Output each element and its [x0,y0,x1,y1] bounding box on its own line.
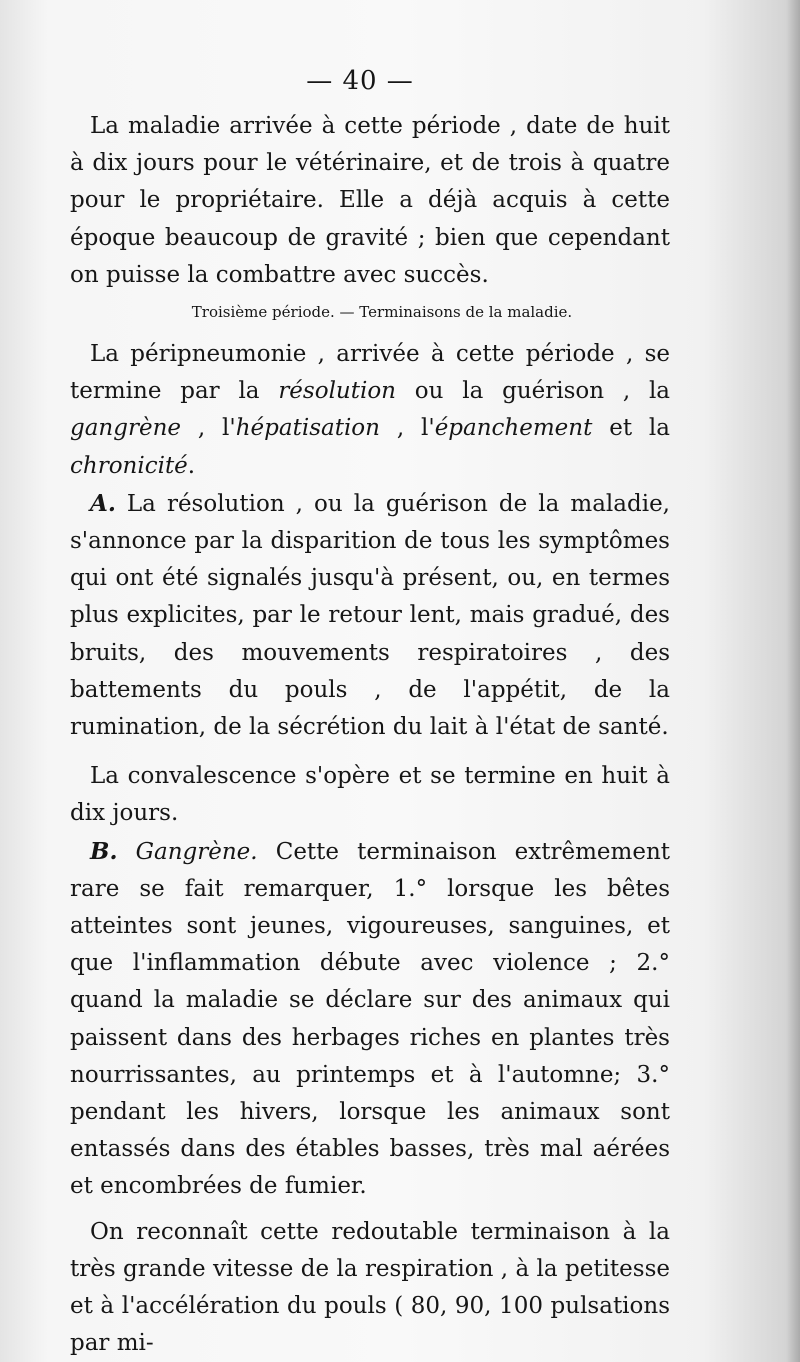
text-run: La résolution , ou la guérison de la maladie, s'annonce par la disparition de tous les symptômes qui ont été signalés jusqu'à présent, ou, en termes plus explicites, par le retour lent, mais gradué, des bruits, des mouvements respiratoires , des battements du pouls , de l'appétit, de la rumination, de la sécrétion du lait à l'état de santé. [70,490,670,741]
paragraph-recognition: On reconnaît cette redoutable terminaison à la très grande vitesse de la respiration , à la petitesse et à l'accélération du pouls ( 80, 90, 100 pulsations par mi- [70,1218,670,1357]
text-run: La péripneumonie , arrivée à cette période , se termine par la [70,341,670,405]
text-run: Cette terminaison extrêmement rare se fait remarquer, 1.° lorsque les bêtes atteintes sont jeunes, vigoureuses, sanguines, et que l'inflammation débute avec violence ; 2.° quand la maladie se déclare sur des animaux qui paissent dans des herbages riches en plantes très nourrissantes, au printemps et à l'automne; 3.° pendant les hivers, lorsque les animaux sont entassés dans des étables basses, très mal aérées et encombrées de fumier. [70,838,671,1200]
body-text [70,108,670,1362]
text-run: . [187,452,196,479]
page-number: — 40 — [306,66,414,96]
term-gangrene-title: Gangrène. [135,838,258,865]
text-run: ou la guérison , la [396,378,671,405]
text-run: , l' [181,415,236,442]
term-hepatisation: hépatisation [235,415,380,442]
text-run: , l' [379,415,435,442]
text-run: et la [592,415,670,442]
page-edge-shadow [786,0,800,1362]
section-letter-b: B. [90,837,118,865]
paragraph-resolution [70,485,670,746]
paragraph-gangrene [70,833,670,1206]
term-chronicite: chronicité [70,452,188,479]
term-resolution: résolution [278,378,396,405]
paragraph-terminations [70,336,670,485]
term-epanchement: épanchement [434,415,593,442]
section-letter-a: A. [90,489,116,517]
paragraph-convalescence: La convalescence s'opère et se termine en huit à dix jours. [70,763,670,827]
term-gangrene: gangrène [70,415,182,442]
paragraph-intro: La maladie arrivée à cette période , date de huit à dix jours pour le vétérinaire, et de trois à quatre pour le propriétaire. Elle a déjà acquis à cette époque beaucoup de gravité ; bien que cependant on puisse la combattre avec succès. [70,113,670,288]
section-heading: Troisième période. — Terminaisons de la maladie. [191,303,573,322]
